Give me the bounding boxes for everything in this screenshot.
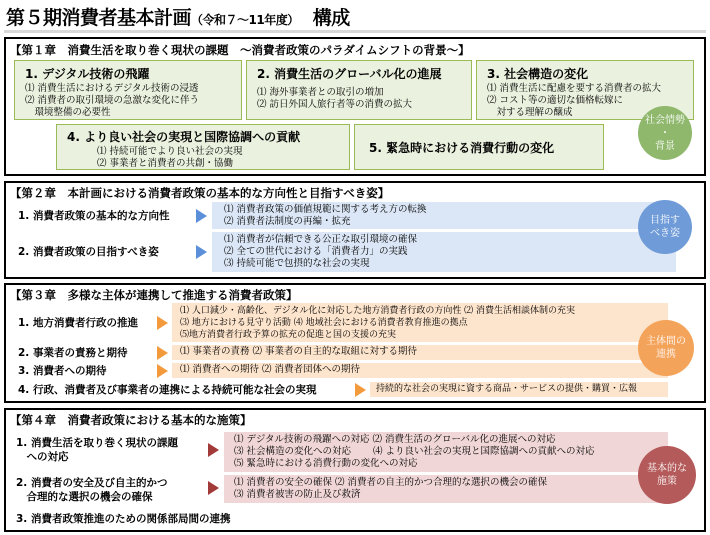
- ch2-row-goal-label: 2. 消費者政策の目指すべき姿: [18, 246, 159, 258]
- ch3-row-local-item: ⑴ 人口減少・高齢化、デジタル化に対応した地方消費者行政の方向性 ⑵ 消費生活相談体制の充実: [180, 306, 576, 316]
- circle-text: 主体間の: [646, 336, 686, 347]
- ch4-row-safety-item: ⑴ 消費者の安全の確保 ⑵ 消費者の自主的かつ合理的な選択の機会の確保: [234, 477, 548, 488]
- ch1-box-society-item: ⑵ 事業者と消費者の共創・協働: [97, 158, 234, 169]
- circle-text: 施策: [657, 476, 677, 487]
- ch3-row-business-band: [172, 345, 668, 360]
- ch3-row-cooperation-label: 4. 行政、消費者及び事業者の連携による持続可能な社会の実現: [18, 384, 317, 396]
- ch1-box-social-item: ⑵ コスト等の適切な価格転嫁に: [487, 95, 624, 106]
- ch1-box-digital-item: ⑴ 消費生活におけるデジタル技術の浸透: [25, 83, 199, 94]
- ch1-box-digital: [14, 60, 242, 120]
- arrow-right-icon: [157, 364, 168, 378]
- ch1-box-global-item: ⑵ 訪日外国人旅行者等の消費の拡大: [257, 99, 413, 110]
- ch2-row-goal-band: [212, 232, 676, 272]
- title-main: 第５期消費者基本計画: [6, 7, 192, 29]
- ch3-row-business-item: ⑴ 事業者の責務 ⑵ 事業者の自主的な取組に対する期待: [180, 346, 418, 357]
- ch3-row-consumer-item: ⑴ 消費者への期待 ⑵ 消費者団体への期待: [180, 364, 361, 375]
- arrow-right-icon: [157, 346, 168, 360]
- ch3-row-cooperation-band: [370, 382, 668, 397]
- circle-text: べき姿: [650, 228, 680, 239]
- ch1-box-emergency: [354, 124, 604, 170]
- ch2-row-goal-item: ⑴ 消費者が信頼できる公正な取引環境の確保: [224, 234, 418, 245]
- ch1-box-social-item: ⑴ 消費生活に配慮を要する消費者の拡大: [487, 83, 662, 94]
- ch3-row-local-item: ⑸地方消費者行政予算の拡充の促進と国の支援の充実: [180, 330, 397, 340]
- ch4-row-coordination-label: 3. 消費者政策推進のための関係部局間の連携: [16, 513, 231, 525]
- ch4-row-safety-band: [224, 475, 668, 503]
- circle-text: ・: [660, 127, 670, 139]
- ch2-row-direction-item: ⑴ 消費者政策の価値規範に関する考え方の転換: [224, 204, 427, 215]
- ch4-row-issues-item: ⑶ 社会構造の変化への対応 ⑷ より良い社会の実現と国際協調への貢献への対応: [234, 446, 595, 457]
- ch1-box-emergency-title: 5. 緊急時における消費行動の変化: [369, 140, 555, 155]
- ch1-box-global-item: ⑴ 海外事業者との取引の増加: [257, 87, 384, 98]
- title-rule: [4, 30, 706, 33]
- ch1-box-social-title: 3. 社会構造の変化: [487, 67, 589, 81]
- ch3-row-business-label: 2. 事業者の責務と期待: [18, 347, 128, 359]
- ch4-row-issues-item: ⑸ 緊急時における消費行動の変化への対応: [234, 458, 418, 469]
- ch1-box-digital-title: 1. デジタル技術の飛躍: [25, 67, 150, 81]
- ch1-box-digital-item: 環境整備の必要性: [25, 107, 111, 118]
- ch2-row-goal-item: ⑵ 全ての世代における「消費者力」の実践: [224, 246, 408, 257]
- ch2-row-direction-item: ⑵ 消費者法制度の再編・拡充: [224, 216, 351, 227]
- ch4-row-safety-label: [16, 476, 167, 504]
- chapter-3-heading: 【第３章 多様な主体が連携して推進する消費者政策】: [10, 288, 298, 302]
- ch4-row-safety-label-line: 2. 消費者の安全及び自主的かつ: [16, 477, 168, 489]
- ch1-box-society-title: 4. より良い社会の実現と国際協調への貢献: [67, 130, 301, 144]
- circle-text: 連携: [656, 349, 676, 360]
- circle-text: 背景: [655, 140, 675, 152]
- circle-text: 目指す: [650, 215, 680, 226]
- arrow-right-icon: [355, 383, 366, 397]
- ch1-box-digital-item: ⑵ 消費者の取引環境の急激な変化に伴う: [25, 95, 200, 106]
- ch4-row-issues-item: ⑴ デジタル技術の飛躍への対応 ⑵ 消費生活のグローバル化の進展への対応: [234, 434, 556, 445]
- ch3-circle-cooperation: [638, 320, 694, 376]
- arrow-right-icon: [196, 245, 207, 259]
- page-title: [6, 3, 350, 30]
- circle-text: 基本的な: [647, 463, 687, 474]
- ch4-row-issues-label-line: への対応: [16, 451, 69, 463]
- arrow-right-icon: [196, 209, 207, 223]
- ch4-row-safety-label-line: 合理的な選択の機会の確保: [16, 491, 153, 503]
- ch3-row-local-band: [172, 303, 668, 342]
- chapter-1-heading: 【第１章 消費生活を取り巻く現状の課題 ～消費者政策のパラダイムシフトの背景～】: [10, 43, 470, 57]
- circle-text: 社会情勢: [645, 114, 685, 126]
- ch1-circle-society: [638, 106, 692, 160]
- arrow-right-icon: [208, 481, 219, 495]
- ch4-row-safety-item: ⑶ 消費者被害の防止及び救済: [234, 489, 361, 500]
- ch3-row-consumer-band: [172, 363, 668, 378]
- arrow-right-icon: [208, 443, 219, 457]
- ch1-box-society: [56, 124, 350, 170]
- arrow-right-icon: [157, 316, 168, 330]
- ch3-row-consumer-label: 3. 消費者への期待: [18, 365, 107, 377]
- ch1-box-global-title: 2. 消費生活のグローバル化の進展: [257, 67, 442, 81]
- title-period: （令和７～11年度）: [191, 13, 299, 27]
- ch2-circle-goal: [638, 200, 692, 254]
- chapter-2-heading: 【第２章 本計画における消費者政策の基本的な方向性と目指すべき姿】: [10, 186, 390, 200]
- ch2-row-direction-band: [212, 202, 676, 229]
- ch4-row-issues-band: [224, 432, 668, 472]
- chapter-4-heading: 【第４章 消費者政策における基本的な施策】: [10, 413, 252, 427]
- ch3-row-cooperation-item: 持続的な社会の実現に資する商品・サービスの提供・購買・広報: [376, 384, 638, 394]
- ch3-row-local-item: ⑶ 地方における見守り活動 ⑷ 地域社会における消費者教育推進の拠点: [180, 318, 468, 328]
- ch1-box-social-item: 対する理解の醸成: [487, 107, 573, 118]
- ch2-row-goal-item: ⑶ 持続可能で包摂的な社会の実現: [224, 258, 370, 269]
- ch4-row-issues-label-line: 1. 消費生活を取り巻く現状の課題: [16, 437, 178, 449]
- ch4-row-issues-label: [16, 436, 178, 464]
- ch2-row-direction-label: 1. 消費者政策の基本的な方向性: [18, 210, 170, 222]
- title-suffix: 構成: [312, 7, 350, 29]
- ch3-row-local-label: 1. 地方消費者行政の推進: [18, 317, 138, 329]
- ch1-box-society-item: ⑴ 持続可能でより良い社会の実現: [97, 146, 243, 157]
- ch4-circle-policy: [638, 446, 696, 504]
- ch1-box-global: [246, 60, 472, 120]
